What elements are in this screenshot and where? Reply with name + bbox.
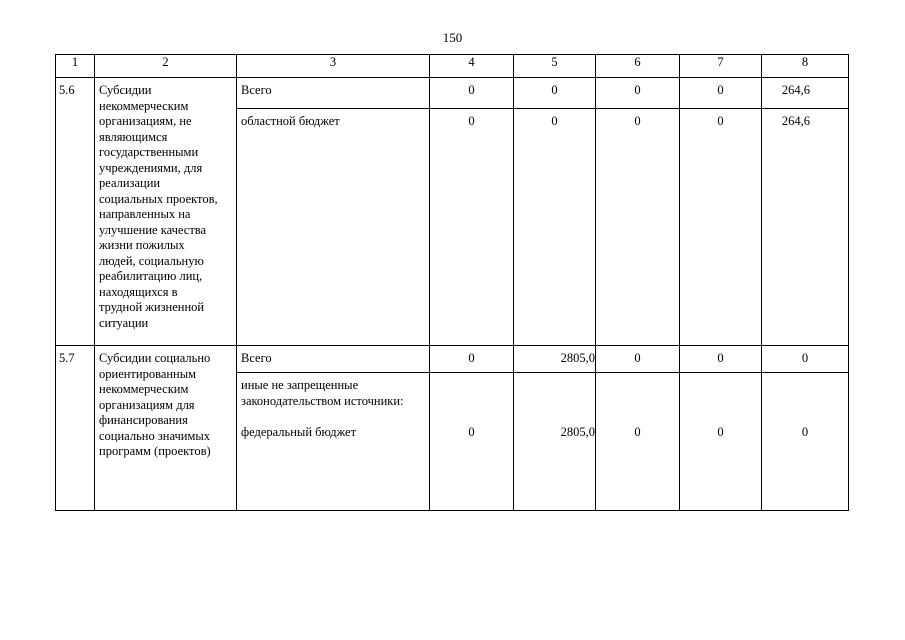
header-cell: 6: [596, 55, 680, 78]
name-line: реализации: [99, 176, 161, 190]
spacer: [683, 409, 758, 425]
name-line: людей, социальную: [99, 253, 204, 268]
spacer: [765, 394, 845, 410]
row-name: [95, 346, 237, 511]
header-cell: 4: [430, 55, 514, 78]
value-cell: [596, 373, 680, 511]
value-cell: 0: [430, 346, 514, 373]
header-cell: 3: [237, 55, 430, 78]
name-line: финансирования: [99, 413, 188, 427]
spacer: [765, 409, 845, 425]
spacer: [433, 394, 510, 410]
name-line: Субсидии социально: [99, 351, 211, 365]
name-line: организациям для: [99, 397, 195, 412]
value-cell: 2805,0: [514, 346, 596, 373]
header-cell: 8: [762, 55, 849, 78]
value-cell: 0: [762, 346, 849, 373]
spacer: [599, 378, 676, 394]
row-index: 5.6: [56, 78, 95, 346]
name-line: социально значимых: [99, 428, 211, 443]
funding-source: Всего: [237, 78, 430, 109]
spacer: [517, 394, 595, 410]
funding-source: Всего: [237, 346, 430, 373]
funding-source: [237, 373, 430, 511]
budget-table: [55, 54, 849, 511]
value-text: 0: [717, 425, 724, 439]
name-line: находящихся в: [99, 284, 178, 299]
name-line: социальных проектов,: [99, 191, 218, 206]
header-cell: 1: [56, 55, 95, 78]
value-cell: 0: [596, 78, 680, 109]
value-cell: [762, 373, 849, 511]
name-line: направленных на: [99, 207, 191, 221]
name-line: некоммерческим: [99, 98, 189, 113]
name-line: реабилитацию лиц,: [99, 269, 203, 283]
table-row: [56, 78, 849, 109]
value-cell: 0: [680, 346, 762, 373]
name-line: государственными: [99, 145, 199, 159]
source-line: иные не запрещенные: [241, 378, 359, 392]
name-line: ориентированным: [99, 366, 197, 381]
value-text: 0: [468, 425, 475, 439]
name-line: некоммерческим: [99, 382, 189, 396]
value-cell: 0: [596, 346, 680, 373]
value-cell: 264,6: [762, 109, 849, 346]
header-cell: 7: [680, 55, 762, 78]
header-cell: 5: [514, 55, 596, 78]
spacer: [599, 394, 676, 410]
name-line: Субсидии: [99, 83, 152, 97]
value-cell: 0: [596, 109, 680, 346]
name-line: трудной жизненной: [99, 300, 205, 314]
value-cell: [430, 373, 514, 511]
value-cell: 0: [430, 78, 514, 109]
spacer: [433, 409, 510, 425]
spacer: [433, 378, 510, 394]
page-number: 150: [442, 30, 463, 45]
row-name: [95, 78, 237, 346]
name-line: ситуации: [99, 315, 149, 330]
row-index: 5.7: [56, 346, 95, 511]
spacer: [241, 409, 426, 425]
value-cell: [680, 373, 762, 511]
value-cell: 0: [514, 109, 596, 346]
source-line: законодательством источники:: [241, 393, 404, 408]
name-line: жизни пожилых: [99, 238, 185, 252]
value-cell: 0: [680, 109, 762, 346]
spacer: [517, 409, 595, 425]
value-text: 0: [801, 425, 809, 439]
header-row: [56, 55, 849, 78]
value-cell: 264,6: [762, 78, 849, 109]
spacer: [683, 378, 758, 394]
source-line: федеральный бюджет: [241, 425, 357, 439]
spacer: [683, 394, 758, 410]
spacer: [765, 378, 845, 394]
header-cell: 2: [95, 55, 237, 78]
value-cell: 0: [430, 109, 514, 346]
name-line: учреждениями, для: [99, 160, 203, 175]
name-line: программ (проектов): [99, 444, 211, 458]
funding-source: областной бюджет: [237, 109, 430, 346]
name-line: являющимся: [99, 129, 168, 144]
value-cell: 0: [514, 78, 596, 109]
value-text: 0: [634, 425, 641, 439]
value-cell: 0: [680, 78, 762, 109]
spacer: [517, 378, 595, 394]
name-line: организациям, не: [99, 114, 192, 128]
value-text: 2805,0: [560, 425, 595, 439]
table-row: [56, 346, 849, 373]
spacer: [599, 409, 676, 425]
name-line: улучшение качества: [99, 222, 207, 237]
value-cell: [514, 373, 596, 511]
